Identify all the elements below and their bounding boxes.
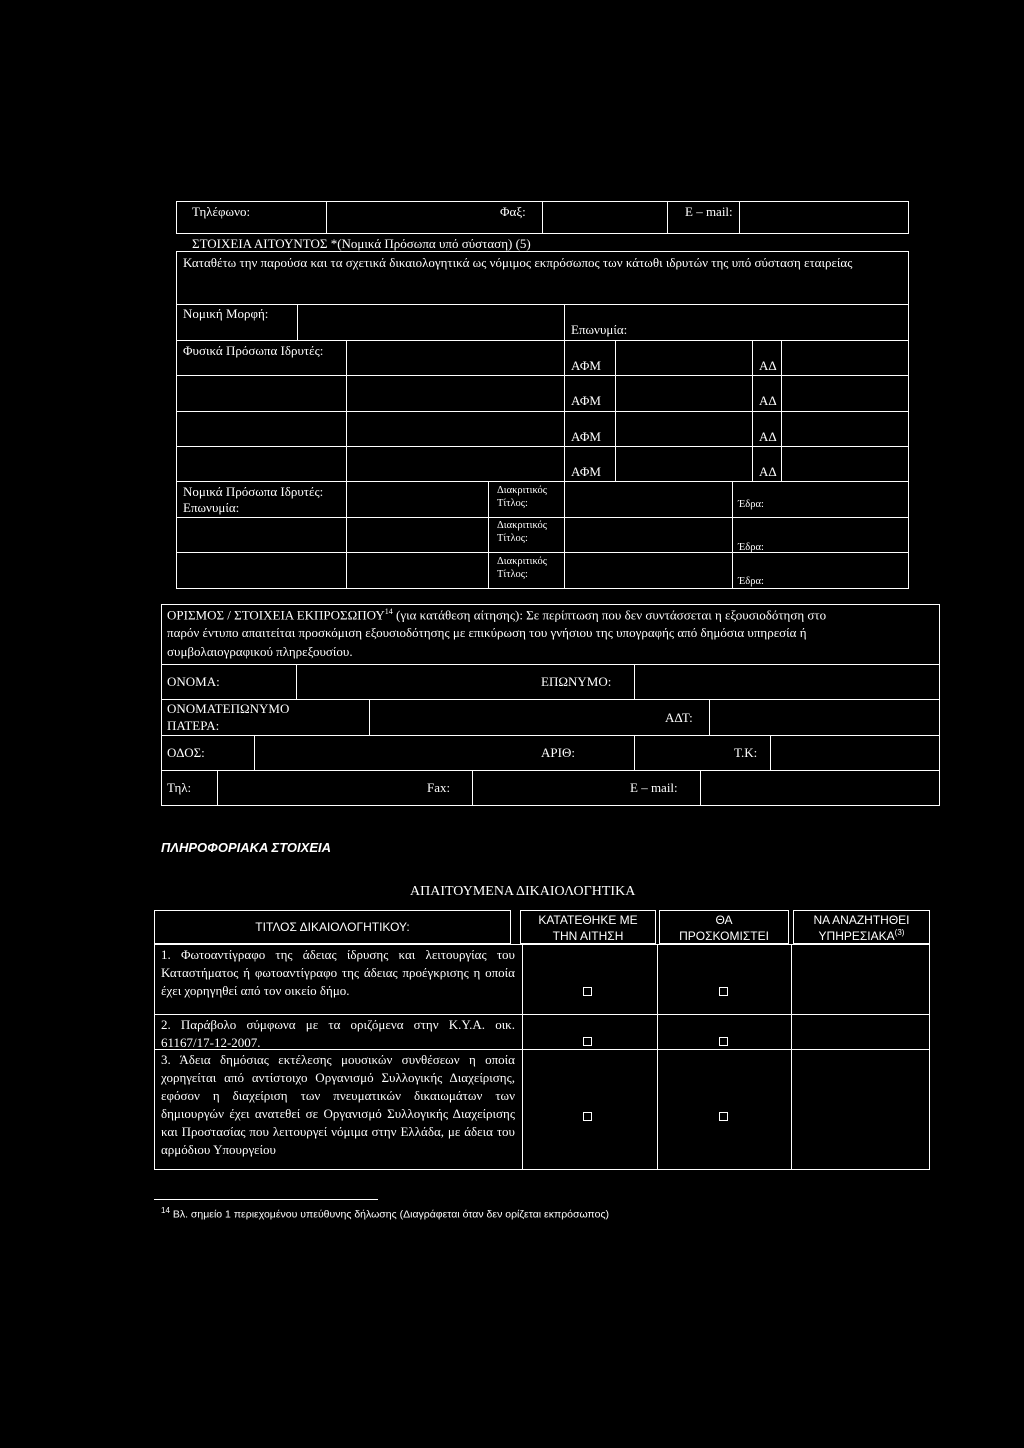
divider (739, 201, 740, 234)
col-tobe-header (659, 912, 789, 944)
trade-title-label: Τίτλος: (497, 533, 528, 544)
footnote-ref: (3) (894, 928, 905, 938)
col-submitted-header (520, 912, 656, 944)
col-line (752, 341, 753, 482)
email-field[interactable] (702, 772, 938, 804)
header-text: ΝΑ ΑΝΑΖΗΤΗΘΕΙ (813, 913, 910, 927)
col-line (472, 770, 473, 806)
footnote-number: 14 (161, 1206, 170, 1215)
trade-title-label: Τίτλος: (497, 569, 528, 580)
row-line (176, 481, 909, 482)
submitted-checkbox[interactable] (583, 987, 592, 996)
row-line (161, 735, 940, 736)
fax-label: Φαξ: (500, 204, 526, 219)
ad-label: ΑΔ (759, 358, 777, 373)
natural-founders-label: Φυσικά Πρόσωπα Ιδρυτές: (183, 343, 324, 358)
id-label: ΑΔΤ: (665, 710, 693, 725)
ad-label: ΑΔ (759, 393, 777, 408)
trade-title-label: Τίτλος: (497, 498, 528, 509)
row-line (161, 664, 940, 665)
fax-field[interactable] (544, 204, 665, 231)
row-line (176, 446, 909, 447)
row-line (176, 517, 909, 518)
postcode-field[interactable] (772, 737, 938, 769)
father-name-label: ΠΑΤΕΡΑ: (167, 718, 220, 733)
submitted-checkbox[interactable] (583, 1112, 592, 1121)
seat-label: Έδρα: (738, 542, 764, 553)
header-text: ΠΡΟΣΚΟΜΙΣΤΕΙ (679, 929, 769, 944)
row-line (176, 552, 909, 553)
col-line (634, 735, 635, 771)
row-line (176, 411, 909, 412)
number-field[interactable] (636, 737, 728, 769)
street-label: ΟΔΟΣ: (167, 745, 205, 760)
id-field[interactable] (711, 701, 938, 734)
trade-title-label: Διακριτικός (497, 556, 547, 567)
col-line (634, 664, 635, 700)
col-line (791, 944, 792, 1170)
documents-title: ΑΠΑΙΤΟΥΜΕΝΑ ΔΙΚΑΙΟΛΟΓΗΤΙΚΑ (410, 884, 636, 899)
email-label: E – mail: (685, 204, 733, 219)
header-text: ΤΗΝ ΑΙΤΗΣΗ (552, 929, 624, 944)
divider (326, 201, 327, 234)
row-line (161, 770, 940, 771)
col-line (732, 482, 733, 589)
col-line (615, 341, 616, 482)
col-line (217, 770, 218, 806)
afm-label: ΑΦΜ (571, 464, 601, 479)
col-line (564, 304, 565, 589)
afm-label: ΑΦΜ (571, 358, 601, 373)
divider (667, 201, 668, 234)
footnote (161, 1206, 609, 1222)
to-be-submitted-checkbox[interactable] (719, 1037, 728, 1046)
document-row-text: 1. Φωτοαντίγραφο της άδειας ίδρυσης και λειτουργίας του Καταστήματος ή φωτοαντίγραφο της άδειας προέγκρισης η οποία έχει χορηγηθεί από τον οικείο δήμο. (161, 947, 515, 998)
first-name-label: ΟΝΟΜΑ: (167, 674, 220, 689)
legal-founders-label: Νομικά Πρόσωπα Ιδρυτές: (183, 484, 324, 499)
phone-label: Τηλέφωνο: (192, 204, 251, 219)
email-field[interactable] (741, 204, 907, 231)
info-title: ΠΛΗΡΟΦΟΡΙΑΚΑ ΣΤΟΙΧΕΙΑ (161, 840, 331, 855)
seat-label: Έδρα: (738, 499, 764, 510)
col-line (346, 341, 347, 589)
first-name-field[interactable] (298, 666, 536, 698)
row-line (154, 1014, 930, 1015)
surname-field[interactable] (636, 666, 938, 698)
footnote-text: Βλ. σημείο 1 περιεχομένου υπεύθυνης δήλωσης (Διαγράφεται όταν δεν ορίζεται εκπρόσωπος) (172, 1208, 610, 1221)
representative-note: (για κατάθεση αίτησης): Σε περίπτωση που δεν συντάσσεται η εξουσιοδότηση στο (396, 607, 827, 623)
col-line (700, 770, 701, 806)
seat-label: Έδρα: (738, 576, 764, 587)
email-label: E – mail: (630, 780, 678, 795)
to-be-submitted-checkbox[interactable] (719, 987, 728, 996)
col-line (781, 341, 782, 482)
header-text: ΚΑΤΑΤΕΘΗΚΕ ΜΕ (538, 913, 638, 927)
fax-field[interactable] (474, 772, 624, 804)
row-line (176, 375, 909, 376)
to-be-submitted-checkbox[interactable] (719, 1112, 728, 1121)
col-line (296, 664, 297, 700)
legal-name-label: Επωνυμία: (183, 500, 240, 515)
afm-label: ΑΦΜ (571, 393, 601, 408)
col-line (522, 944, 523, 1170)
footnote-ref: 14 (384, 607, 393, 616)
col-line (297, 304, 298, 341)
afm-label: ΑΦΜ (571, 429, 601, 444)
representative-heading-line (167, 607, 826, 624)
representative-note: συμβολαιογραφικού πληρεξουσίου. (167, 644, 353, 659)
fax-label: Fax: (427, 780, 451, 795)
header-text: ΘΑ (715, 913, 733, 927)
postcode-label: Τ.Κ: (734, 745, 758, 760)
submitted-checkbox[interactable] (583, 1037, 592, 1046)
row-line (176, 340, 909, 341)
ad-label: ΑΔ (759, 429, 777, 444)
col-line (657, 944, 658, 1170)
representative-heading: ΟΡΙΣΜΟΣ / ΣΤΟΙΧΕΙΑ ΕΚΠΡΟΣΩΠΟΥ (167, 607, 385, 623)
document-row-text: 2. Παράβολο σύμφωνα με τα οριζόμενα στην Κ.Υ.Α. οικ. 61167/17-12-2007. (161, 1017, 515, 1050)
phone-field[interactable] (219, 772, 419, 804)
col-line (369, 699, 370, 736)
surname-label: ΕΠΩΝΥΜΟ: (541, 674, 612, 689)
col-line (709, 699, 710, 736)
document-row-text: 3. Άδεια δημόσιας εκτέλεσης μουσικών συνθέσεων η οποία χορηγείται από αντίστοιχο Οργανισμό Συλλογικής Διαχείρισης, εφόσον η διαχείριση των πνευματικών δικαιωμάτων των δημιουργών έχει ανατεθεί σε Οργανισμό Συλλογικής Διαχείρισης και Προστασίας που λειτουργεί νόμιμα στην Ελλάδα, με άδεια του αρμόδιου Υπουργείου (161, 1052, 515, 1157)
col-line (770, 735, 771, 771)
legal-form-label: Νομική Μορφή: (183, 306, 269, 321)
col-service-header (793, 912, 930, 944)
phone-label: Τηλ: (167, 780, 192, 795)
representative-note: παρόν έντυπο απαιτείται προσκόμιση εξουσιοδότησης με επικύρωση του γνήσιου της υπογραφής από δημόσια υπηρεσία ή (167, 625, 807, 640)
ad-label: ΑΔ (759, 464, 777, 479)
street-field[interactable] (256, 737, 536, 769)
trade-title-label: Διακριτικός (497, 520, 547, 531)
footnote-rule (154, 1199, 378, 1200)
company-name-label: Επωνυμία: (571, 322, 628, 337)
col-line (488, 482, 489, 589)
applicant-heading: ΣΤΟΙΧΕΙΑ ΑΙΤΟΥΝΤΟΣ *(Νομικά Πρόσωπα υπό σύσταση) (5) (192, 236, 531, 251)
father-name-label: ΟΝΟΜΑΤΕΠΩΝΥΜΟ (167, 701, 290, 716)
father-name-field[interactable] (371, 701, 651, 734)
col-line (254, 735, 255, 771)
header-text: ΥΠΗΡΕΣΙΑΚΑ (818, 929, 895, 944)
applicant-statement: Καταθέτω την παρούσα και τα σχετικά δικαιολογητικά ως νόμιμος εκπρόσωπος των κάτωθι ιδρυτών της υπό σύσταση εταιρείας (183, 255, 853, 270)
col-title-header: ΤΙΤΛΟΣ ΔΙΚΑΙΟΛΟΓΗΤΙΚΟΥ: (255, 920, 410, 934)
number-label: ΑΡΙΘ: (541, 745, 575, 760)
trade-title-label: Διακριτικός (497, 485, 547, 496)
row-line (161, 699, 940, 700)
divider (542, 201, 543, 234)
